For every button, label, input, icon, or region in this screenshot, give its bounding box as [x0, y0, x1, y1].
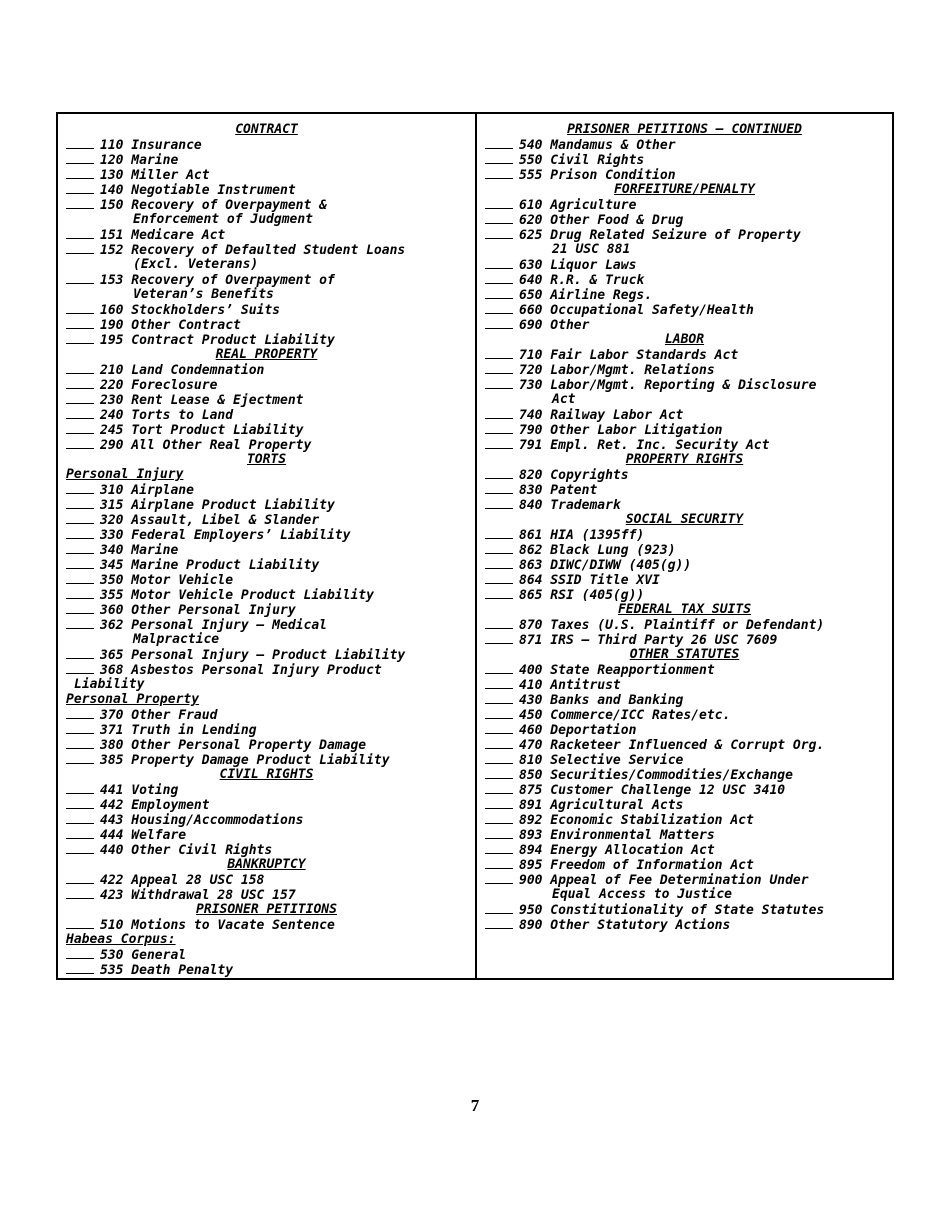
- list-item: [477, 212, 892, 227]
- checkbox-blank[interactable]: [66, 737, 94, 749]
- checkbox-blank[interactable]: [485, 287, 513, 299]
- checkbox-blank[interactable]: [66, 527, 94, 539]
- list-item: [58, 182, 475, 197]
- list-item: [58, 197, 475, 212]
- list-item: [477, 272, 892, 287]
- item-label: 365 Personal Injury – Product Liability: [100, 648, 406, 662]
- checkbox-blank[interactable]: [485, 872, 513, 884]
- list-item: [477, 842, 892, 857]
- list-item: [58, 752, 475, 767]
- list-item: [58, 152, 475, 167]
- section-heading: CONTRACT: [235, 122, 298, 137]
- list-item: [58, 842, 475, 857]
- list-item: [477, 152, 892, 167]
- item-label: 610 Agriculture: [519, 198, 637, 212]
- list-item: [477, 677, 892, 692]
- list-item: [477, 917, 892, 932]
- item-label: 555 Prison Condition: [519, 168, 676, 182]
- checkbox-blank[interactable]: [485, 137, 513, 149]
- list-item: [477, 137, 892, 152]
- item-label: 900 Appeal of Fee Determination Under: [519, 873, 809, 887]
- item-label: 160 Stockholders’ Suits: [100, 303, 281, 317]
- section-heading: SOCIAL SECURITY: [625, 512, 744, 527]
- item-label: 360 Other Personal Injury: [100, 603, 296, 617]
- item-label: 863 DIWC/DIWW (405(g)): [519, 558, 692, 572]
- checkbox-blank[interactable]: [66, 602, 94, 614]
- list-item: [477, 197, 892, 212]
- item-label: 362 Personal Injury – Medical: [100, 618, 327, 632]
- subheading: Habeas Corpus:: [66, 932, 176, 947]
- list-item: [477, 287, 892, 302]
- list-item: [477, 857, 892, 872]
- checkbox-blank[interactable]: [485, 422, 513, 434]
- checkbox-blank[interactable]: [485, 902, 513, 914]
- checkbox-blank[interactable]: [66, 167, 94, 179]
- section-heading: REAL PROPERTY: [215, 347, 318, 362]
- list-item: [477, 872, 892, 887]
- item-label: 410 Antitrust: [519, 678, 621, 692]
- item-label: 370 Other Fraud: [100, 708, 218, 722]
- item-label: 892 Economic Stabilization Act: [519, 813, 754, 827]
- item-label: 891 Agricultural Acts: [519, 798, 684, 812]
- list-item: [477, 467, 892, 482]
- item-label: 440 Other Civil Rights: [100, 843, 273, 857]
- item-label: 210 Land Condemnation: [100, 363, 265, 377]
- checkbox-blank[interactable]: [485, 572, 513, 584]
- list-item: [58, 737, 475, 752]
- item-label: 871 IRS – Third Party 26 USC 7609: [519, 633, 778, 647]
- item-label: 530 General: [100, 948, 187, 962]
- list-item: [477, 167, 892, 182]
- item-label: 620 Other Food & Drug: [519, 213, 684, 227]
- list-item: [58, 422, 475, 437]
- list-item: [477, 572, 892, 587]
- checkbox-blank[interactable]: [485, 212, 513, 224]
- right-column: [477, 114, 892, 978]
- checkbox-blank[interactable]: [485, 527, 513, 539]
- list-item: [58, 827, 475, 842]
- item-label: 710 Fair Labor Standards Act: [519, 348, 739, 362]
- checkbox-blank[interactable]: [485, 662, 513, 674]
- item-label: 423 Withdrawal 28 USC 157: [100, 888, 296, 902]
- section-heading: PROPERTY RIGHTS: [625, 452, 744, 467]
- list-item: [477, 827, 892, 842]
- checkbox-blank[interactable]: [485, 197, 513, 209]
- checkbox-blank[interactable]: [66, 782, 94, 794]
- item-label: 290 All Other Real Property: [100, 438, 312, 452]
- item-label: 350 Motor Vehicle: [100, 573, 234, 587]
- checkbox-blank[interactable]: [66, 962, 94, 974]
- list-item: [58, 227, 475, 242]
- item-label: 315 Airplane Product Liability: [100, 498, 335, 512]
- item-label: 820 Copyrights: [519, 468, 629, 482]
- checkbox-blank[interactable]: [485, 467, 513, 479]
- list-item: [58, 782, 475, 797]
- item-label: 510 Motions to Vacate Sentence: [100, 918, 335, 932]
- list-item: [477, 752, 892, 767]
- item-label: 895 Freedom of Information Act: [519, 858, 754, 872]
- checkbox-blank[interactable]: [485, 152, 513, 164]
- checkbox-blank[interactable]: [66, 317, 94, 329]
- page-number: 7: [470, 1096, 480, 1115]
- item-label: 650 Airline Regs.: [519, 288, 653, 302]
- list-item: [58, 917, 475, 932]
- item-label: 540 Mandamus & Other: [519, 138, 676, 152]
- checkbox-blank[interactable]: [485, 842, 513, 854]
- checkbox-blank[interactable]: [485, 752, 513, 764]
- checkbox-blank[interactable]: [485, 917, 513, 929]
- list-item: [477, 767, 892, 782]
- list-item: [58, 872, 475, 887]
- list-item: [477, 407, 892, 422]
- list-item: [477, 542, 892, 557]
- section-heading: TORTS: [246, 452, 287, 467]
- list-item: [58, 497, 475, 512]
- checkbox-blank[interactable]: [485, 542, 513, 554]
- list-item: [58, 167, 475, 182]
- item-label: 470 Racketeer Influenced & Corrupt Org.: [519, 738, 825, 752]
- item-label: 790 Other Labor Litigation: [519, 423, 723, 437]
- section-heading: OTHER STATUTES: [629, 647, 740, 662]
- checkbox-blank[interactable]: [66, 392, 94, 404]
- item-label: 720 Labor/Mgmt. Relations: [519, 363, 715, 377]
- list-item: [477, 347, 892, 362]
- item-label: 443 Housing/Accommodations: [100, 813, 304, 827]
- checkbox-blank[interactable]: [66, 557, 94, 569]
- checkbox-blank[interactable]: [485, 722, 513, 734]
- item-label: 380 Other Personal Property Damage: [100, 738, 367, 752]
- checkbox-blank[interactable]: [66, 242, 94, 254]
- list-item: [58, 962, 475, 977]
- list-item: [58, 512, 475, 527]
- checkbox-blank[interactable]: [66, 332, 94, 344]
- list-item: [477, 557, 892, 572]
- checkbox-blank[interactable]: [66, 587, 94, 599]
- list-item: [58, 947, 475, 962]
- checkbox-blank[interactable]: [66, 662, 94, 674]
- checkbox-blank[interactable]: [485, 812, 513, 824]
- list-item: [477, 632, 892, 647]
- item-continuation: Liability: [74, 677, 145, 692]
- item-label: 195 Contract Product Liability: [100, 333, 335, 347]
- checkbox-blank[interactable]: [66, 407, 94, 419]
- list-item: [477, 422, 892, 437]
- item-continuation: Enforcement of Judgment: [133, 212, 314, 227]
- item-label: 153 Recovery of Overpayment of: [100, 273, 335, 287]
- item-label: 355 Motor Vehicle Product Liability: [100, 588, 374, 602]
- section-heading: FEDERAL TAX SUITS: [617, 602, 752, 617]
- section-heading: BANKRUPTCY: [227, 857, 306, 872]
- item-label: 150 Recovery of Overpayment &: [100, 198, 327, 212]
- checkbox-blank[interactable]: [66, 182, 94, 194]
- list-item: [477, 257, 892, 272]
- checkbox-blank[interactable]: [66, 497, 94, 509]
- checkbox-blank[interactable]: [66, 647, 94, 659]
- item-label: 791 Empl. Ret. Inc. Security Act: [519, 438, 770, 452]
- checkbox-blank[interactable]: [485, 797, 513, 809]
- section-heading: CIVIL RIGHTS: [219, 767, 314, 782]
- item-label: 422 Appeal 28 USC 158: [100, 873, 265, 887]
- checkbox-blank[interactable]: [485, 677, 513, 689]
- checkbox-blank[interactable]: [485, 347, 513, 359]
- checkbox-blank[interactable]: [66, 887, 94, 899]
- list-item: [58, 707, 475, 722]
- list-item: [477, 587, 892, 602]
- checkbox-blank[interactable]: [66, 812, 94, 824]
- list-item: [58, 242, 475, 257]
- item-label: 875 Customer Challenge 12 USC 3410: [519, 783, 786, 797]
- list-item: [58, 887, 475, 902]
- list-item: [477, 497, 892, 512]
- item-label: 310 Airplane: [100, 483, 194, 497]
- list-item: [58, 437, 475, 452]
- list-item: [477, 317, 892, 332]
- item-label: 441 Voting: [100, 783, 179, 797]
- checkbox-blank[interactable]: [485, 767, 513, 779]
- checkbox-blank[interactable]: [485, 407, 513, 419]
- list-item: [477, 437, 892, 452]
- checkbox-blank[interactable]: [66, 272, 94, 284]
- checkbox-blank[interactable]: [485, 587, 513, 599]
- subheading: Personal Property: [66, 692, 200, 707]
- checkbox-blank[interactable]: [66, 137, 94, 149]
- section-heading: LABOR: [664, 332, 705, 347]
- item-label: 690 Other: [519, 318, 590, 332]
- nature-of-suit-table: [56, 112, 894, 980]
- list-item: [58, 527, 475, 542]
- item-label: 220 Foreclosure: [100, 378, 218, 392]
- list-item: [477, 302, 892, 317]
- item-continuation: Veteran’s Benefits: [133, 287, 274, 302]
- item-label: 660 Occupational Safety/Health: [519, 303, 754, 317]
- checkbox-blank[interactable]: [66, 617, 94, 629]
- item-label: 385 Property Damage Product Liability: [100, 753, 390, 767]
- item-continuation: (Excl. Veterans): [133, 257, 259, 272]
- checkbox-blank[interactable]: [485, 272, 513, 284]
- checkbox-blank[interactable]: [485, 692, 513, 704]
- list-item: [58, 797, 475, 812]
- item-label: 870 Taxes (U.S. Plaintiff or Defendant): [519, 618, 825, 632]
- list-item: [58, 587, 475, 602]
- checkbox-blank[interactable]: [485, 557, 513, 569]
- checkbox-blank[interactable]: [66, 947, 94, 959]
- item-label: 640 R.R. & Truck: [519, 273, 645, 287]
- list-item: [58, 557, 475, 572]
- item-label: 444 Welfare: [100, 828, 187, 842]
- left-column: [58, 114, 477, 978]
- checkbox-blank[interactable]: [66, 302, 94, 314]
- item-label: 861 HIA (1395ff): [519, 528, 645, 542]
- item-label: 893 Environmental Matters: [519, 828, 715, 842]
- item-label: 830 Patent: [519, 483, 598, 497]
- list-item: [58, 407, 475, 422]
- item-continuation: Malpractice: [133, 632, 220, 647]
- list-item: [58, 482, 475, 497]
- list-item: [477, 797, 892, 812]
- list-item: [477, 692, 892, 707]
- list-item: [477, 662, 892, 677]
- list-item: [58, 602, 475, 617]
- subheading: Personal Injury: [66, 467, 184, 482]
- item-continuation: Act: [552, 392, 576, 407]
- item-label: 151 Medicare Act: [100, 228, 226, 242]
- checkbox-blank[interactable]: [66, 362, 94, 374]
- checkbox-blank[interactable]: [66, 197, 94, 209]
- list-item: [58, 572, 475, 587]
- item-label: 865 RSI (405(g)): [519, 588, 645, 602]
- section-heading: PRISONER PETITIONS – CONTINUED: [567, 122, 802, 137]
- item-label: 190 Other Contract: [100, 318, 241, 332]
- item-label: 400 State Reapportionment: [519, 663, 715, 677]
- list-item: [58, 332, 475, 347]
- section-heading: PRISONER PETITIONS: [196, 902, 337, 917]
- list-item: [477, 707, 892, 722]
- list-item: [58, 542, 475, 557]
- checkbox-blank[interactable]: [66, 152, 94, 164]
- checkbox-blank[interactable]: [66, 842, 94, 854]
- item-label: 460 Deportation: [519, 723, 637, 737]
- item-label: 320 Assault, Libel & Slander: [100, 513, 320, 527]
- list-item: [58, 392, 475, 407]
- item-label: 625 Drug Related Seizure of Property: [519, 228, 801, 242]
- checkbox-blank[interactable]: [66, 707, 94, 719]
- item-label: 864 SSID Title XVI: [519, 573, 660, 587]
- item-label: 152 Recovery of Defaulted Student Loans: [100, 243, 406, 257]
- item-label: 345 Marine Product Liability: [100, 558, 320, 572]
- checkbox-blank[interactable]: [485, 737, 513, 749]
- checkbox-blank[interactable]: [485, 437, 513, 449]
- checkbox-blank[interactable]: [485, 257, 513, 269]
- item-label: 368 Asbestos Personal Injury Product: [100, 663, 382, 677]
- list-item: [477, 527, 892, 542]
- checkbox-blank[interactable]: [66, 722, 94, 734]
- checkbox-blank[interactable]: [485, 482, 513, 494]
- item-label: 340 Marine: [100, 543, 179, 557]
- list-item: [477, 482, 892, 497]
- item-label: 740 Railway Labor Act: [519, 408, 684, 422]
- item-label: 130 Miller Act: [100, 168, 210, 182]
- list-item: [58, 362, 475, 377]
- item-label: 890 Other Statutory Actions: [519, 918, 731, 932]
- list-item: [58, 647, 475, 662]
- item-label: 730 Labor/Mgmt. Reporting & Disclosure: [519, 378, 817, 392]
- checkbox-blank[interactable]: [485, 362, 513, 374]
- item-label: 245 Tort Product Liability: [100, 423, 304, 437]
- checkbox-blank[interactable]: [485, 377, 513, 389]
- list-item: [58, 272, 475, 287]
- item-label: 894 Energy Allocation Act: [519, 843, 715, 857]
- item-label: 850 Securities/Commodities/Exchange: [519, 768, 793, 782]
- item-label: 840 Trademark: [519, 498, 621, 512]
- section-heading: FORFEITURE/PENALTY: [614, 182, 755, 197]
- checkbox-blank[interactable]: [66, 512, 94, 524]
- item-label: 450 Commerce/ICC Rates/etc.: [519, 708, 731, 722]
- item-label: 120 Marine: [100, 153, 179, 167]
- item-label: 862 Black Lung (923): [519, 543, 676, 557]
- item-label: 535 Death Penalty: [100, 963, 234, 977]
- checkbox-blank[interactable]: [66, 542, 94, 554]
- item-label: 810 Selective Service: [519, 753, 684, 767]
- list-item: [477, 722, 892, 737]
- checkbox-blank[interactable]: [66, 482, 94, 494]
- list-item: [58, 617, 475, 632]
- checkbox-blank[interactable]: [485, 827, 513, 839]
- item-label: 140 Negotiable Instrument: [100, 183, 296, 197]
- list-item: [58, 137, 475, 152]
- checkbox-blank[interactable]: [485, 632, 513, 644]
- checkbox-blank[interactable]: [66, 422, 94, 434]
- checkbox-blank[interactable]: [66, 572, 94, 584]
- item-label: 371 Truth in Lending: [100, 723, 257, 737]
- list-item: [477, 902, 892, 917]
- list-item: [58, 662, 475, 677]
- list-item: [58, 812, 475, 827]
- checkbox-blank[interactable]: [66, 797, 94, 809]
- checkbox-blank[interactable]: [485, 857, 513, 869]
- checkbox-blank[interactable]: [485, 317, 513, 329]
- list-item: [477, 617, 892, 632]
- item-label: 442 Employment: [100, 798, 210, 812]
- item-label: 330 Federal Employers’ Liability: [100, 528, 351, 542]
- checkbox-blank[interactable]: [485, 167, 513, 179]
- item-label: 110 Insurance: [100, 138, 202, 152]
- list-item: [477, 737, 892, 752]
- list-item: [477, 812, 892, 827]
- checkbox-blank[interactable]: [66, 227, 94, 239]
- item-label: 550 Civil Rights: [519, 153, 645, 167]
- list-item: [58, 317, 475, 332]
- checkbox-blank[interactable]: [66, 377, 94, 389]
- item-continuation: Equal Access to Justice: [552, 887, 733, 902]
- item-continuation: 21 USC 881: [552, 242, 631, 257]
- checkbox-blank[interactable]: [485, 302, 513, 314]
- checkbox-blank[interactable]: [66, 752, 94, 764]
- checkbox-blank[interactable]: [66, 827, 94, 839]
- item-label: 240 Torts to Land: [100, 408, 234, 422]
- list-item: [58, 302, 475, 317]
- list-item: [58, 377, 475, 392]
- checkbox-blank[interactable]: [485, 617, 513, 629]
- checkbox-blank[interactable]: [485, 497, 513, 509]
- checkbox-blank[interactable]: [66, 437, 94, 449]
- checkbox-blank[interactable]: [66, 872, 94, 884]
- checkbox-blank[interactable]: [485, 227, 513, 239]
- list-item: [477, 377, 892, 392]
- list-item: [477, 362, 892, 377]
- item-label: 950 Constitutionality of State Statutes: [519, 903, 825, 917]
- list-item: [477, 782, 892, 797]
- list-item: [477, 227, 892, 242]
- item-label: 430 Banks and Banking: [519, 693, 684, 707]
- checkbox-blank[interactable]: [66, 917, 94, 929]
- checkbox-blank[interactable]: [485, 782, 513, 794]
- item-label: 230 Rent Lease & Ejectment: [100, 393, 304, 407]
- checkbox-blank[interactable]: [485, 707, 513, 719]
- item-label: 630 Liquor Laws: [519, 258, 637, 272]
- list-item: [58, 722, 475, 737]
